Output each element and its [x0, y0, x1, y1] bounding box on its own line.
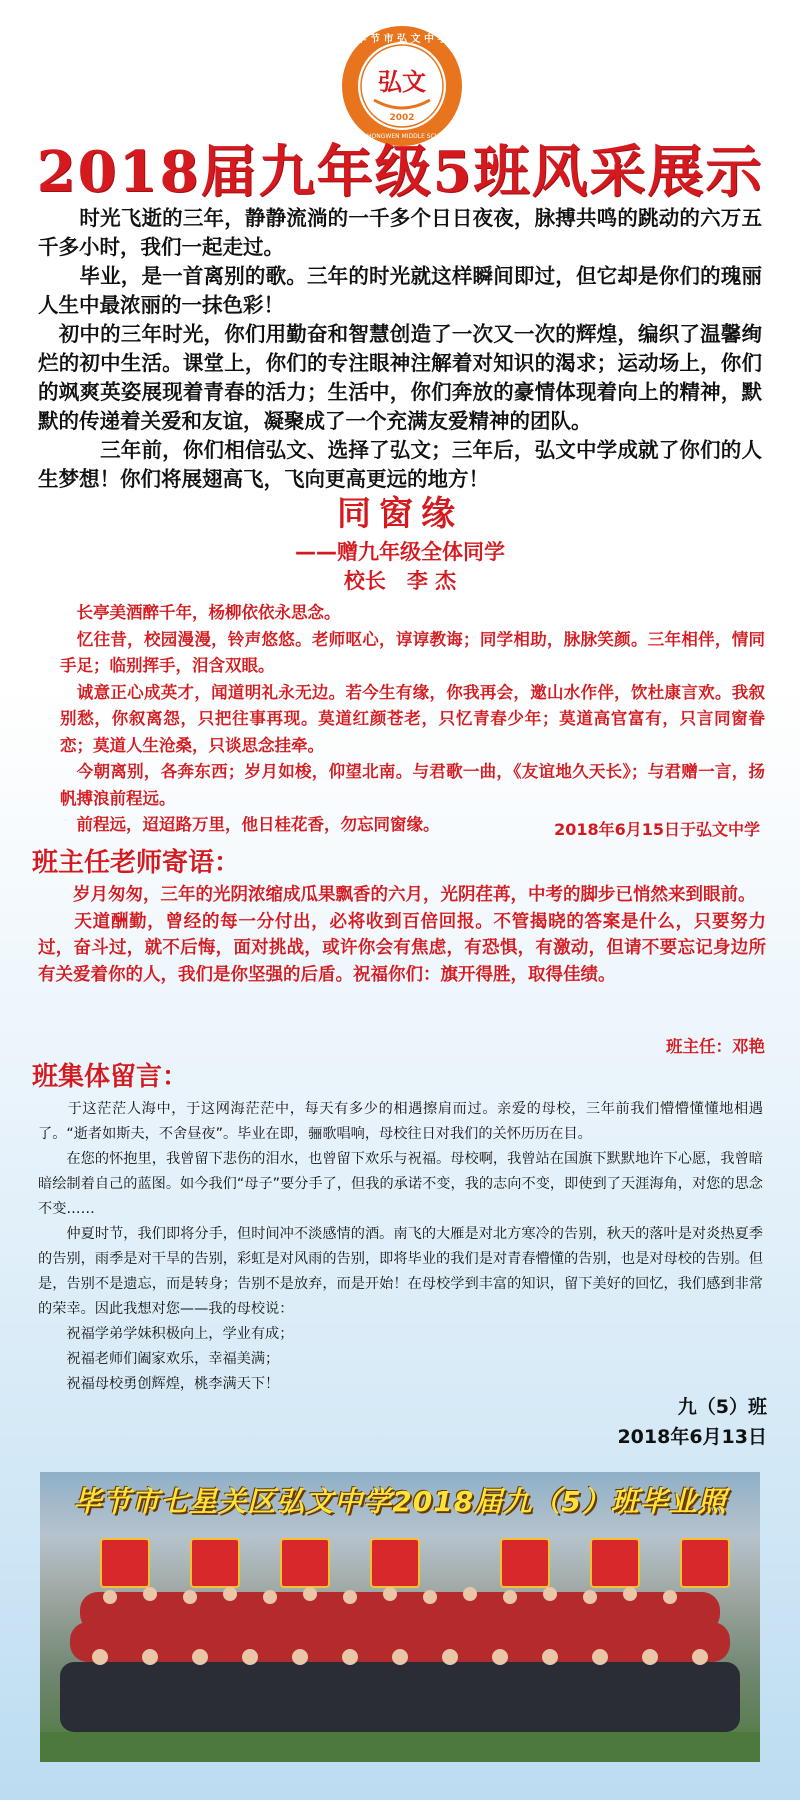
class-paragraph: 祝福学弟学妹积极向上，学业有成； — [38, 1326, 294, 1342]
teacher-heading: 班主任老师寄语： — [32, 848, 241, 878]
graduation-photo — [40, 1472, 760, 1762]
poem-author: 校长 李 杰 — [343, 569, 457, 593]
poem-title: 同窗缘 — [337, 494, 463, 534]
svg-text:弘文: 弘文 — [378, 67, 426, 96]
class-paragraph: 祝福母校勇创辉煌，桃李满天下！ — [38, 1376, 280, 1392]
class-paragraph: 祝福老师们阖家欢乐，幸福美满； — [38, 1351, 280, 1367]
intro-text — [38, 204, 762, 494]
page-title: 2018届九年级5班风采展示 — [36, 139, 764, 205]
svg-text:2002: 2002 — [389, 113, 415, 123]
poem-paragraph: 诚意正心成英才，闻道明礼永无边。若今生有缘，你我再会，邀山水作伴，饮杜康言欢。我叙别愁，你叙离怨，只把往事再现。莫道红颜苍老，只忆青春少年；莫道高官富有，只言同窗眷恋；莫道人生沧桑，只谈思念挂牵。 — [60, 682, 765, 755]
poem-body — [60, 600, 765, 839]
class-sign-name: 九（5）班 — [677, 1396, 767, 1418]
intro-paragraph: 初中的三年时光，你们用勤奋和智慧创造了一次又一次的辉煌，编织了温馨绚烂的初中生活。课堂上，你们的专注眼神注解着对知识的渴求；运动场上，你们的飒爽英姿展现着青春的活力；生活中，你们奔放的豪情体现着向上的精神，默默的传递着关爱和友谊，凝聚成了一个充满友爱精神的团队。 — [38, 322, 762, 433]
class-heading: 班集体留言： — [32, 1062, 189, 1092]
teacher-paragraph: 岁月匆匆，三年的光阴浓缩成瓜果飘香的六月，光阴荏苒，中考的脚步已悄然来到眼前。 — [38, 885, 756, 905]
class-signature — [617, 1392, 767, 1452]
class-sign-date: 2018年6月13日 — [617, 1426, 767, 1448]
photo-caption: 毕节市七星关区弘文中学2018届九（5）班毕业照 — [73, 1485, 727, 1518]
poem-date: 2018年6月15日于弘文中学 — [554, 820, 760, 839]
poem-paragraph: 长亭美酒醉千年，杨柳依依永思念。 — [60, 603, 341, 622]
class-paragraph: 于这茫茫人海中，于这网海茫茫中，每天有多少的相遇擦肩而过。亲爱的母校，三年前我们懵懵懂懂地相遇了。“逝者如斯夫，不舍昼夜”。毕业在即，骊歌唱响，母校往日对我们的关怀历历在目。 — [38, 1101, 763, 1142]
class-paragraph: 在您的怀抱里，我曾留下悲伤的泪水，也曾留下欢乐与祝福。母校啊，我曾站在国旗下默默地许下心愿，我曾暗暗绘制着自己的蓝图。如今我们“母子”要分手了，但我的承诺不变，我的志向不变，即使到了天涯海角，对您的思念不变…… — [38, 1151, 763, 1217]
intro-paragraph: 时光飞逝的三年，静静流淌的一千多个日日夜夜，脉搏共鸣的跳动的六万五千多小时，我们一起走过。 — [38, 206, 762, 259]
poem-paragraph: 今朝离别，各奔东西；岁月如梭，仰望北南。与君歌一曲，《友谊地久天长》；与君赠一言，扬帆搏浪前程远。 — [60, 762, 765, 808]
class-paragraph: 仲夏时节，我们即将分手，但时间冲不淡感情的酒。南飞的大雁是对北方寒冷的告别，秋天的落叶是对炎热夏季的告别，雨季是对干旱的告别，彩虹是对风雨的告别，即将毕业的我们是对青春懵懂的告别，也是对母校的告别。但是，告别不是遗忘，而是转身；告别不是放弃，而是开始！在母校学到丰富的知识，留下美好的回忆，我们感到非常的荣幸。因此我想对您——我的母校说： — [38, 1226, 763, 1317]
teacher-signature: 班主任：邓艳 — [666, 1037, 765, 1056]
svg-text:BIJIE HONGWEN MIDDLE SCHOOL: BIJIE HONGWEN MIDDLE SCHOOL — [351, 133, 453, 140]
intro-paragraph: 三年前，你们相信弘文、选择了弘文；三年后，弘文中学成就了你们的人生梦想！你们将展翅高飞，飞向更高更远的地方！ — [38, 438, 762, 491]
poem-paragraph: 忆往昔，校园漫漫，铃声悠悠。老师呕心，谆谆教诲；同学相助，脉脉笑颜。三年相伴，情同手足；临别挥手，泪含双眼。 — [60, 629, 765, 675]
poem-paragraph: 前程远，迢迢路万里，他日桂花香，勿忘同窗缘。 — [60, 815, 440, 834]
poem-subtitle: ——赠九年级全体同学 — [295, 540, 505, 564]
intro-paragraph: 毕业，是一首离别的歌。三年的时光就这样瞬间即过，但它却是你们的瑰丽人生中最浓丽的一抹色彩！ — [38, 264, 762, 317]
teacher-paragraph: 天道酬勤，曾经的每一分付出，必将收到百倍回报。不管揭晓的答案是什么，只要努力过，奋斗过，就不后悔，面对挑战，或许你会有焦虑，有恐惧，有激动，但请不要忘记身边所有关爱着你的人，我们是你坚强的后盾。祝福你们：旗开得胜，取得佳绩。 — [38, 911, 766, 985]
class-message — [38, 1097, 763, 1397]
svg-text:毕 节 市 弘 文 中 学: 毕 节 市 弘 文 中 学 — [356, 34, 448, 45]
teacher-message — [38, 882, 766, 988]
